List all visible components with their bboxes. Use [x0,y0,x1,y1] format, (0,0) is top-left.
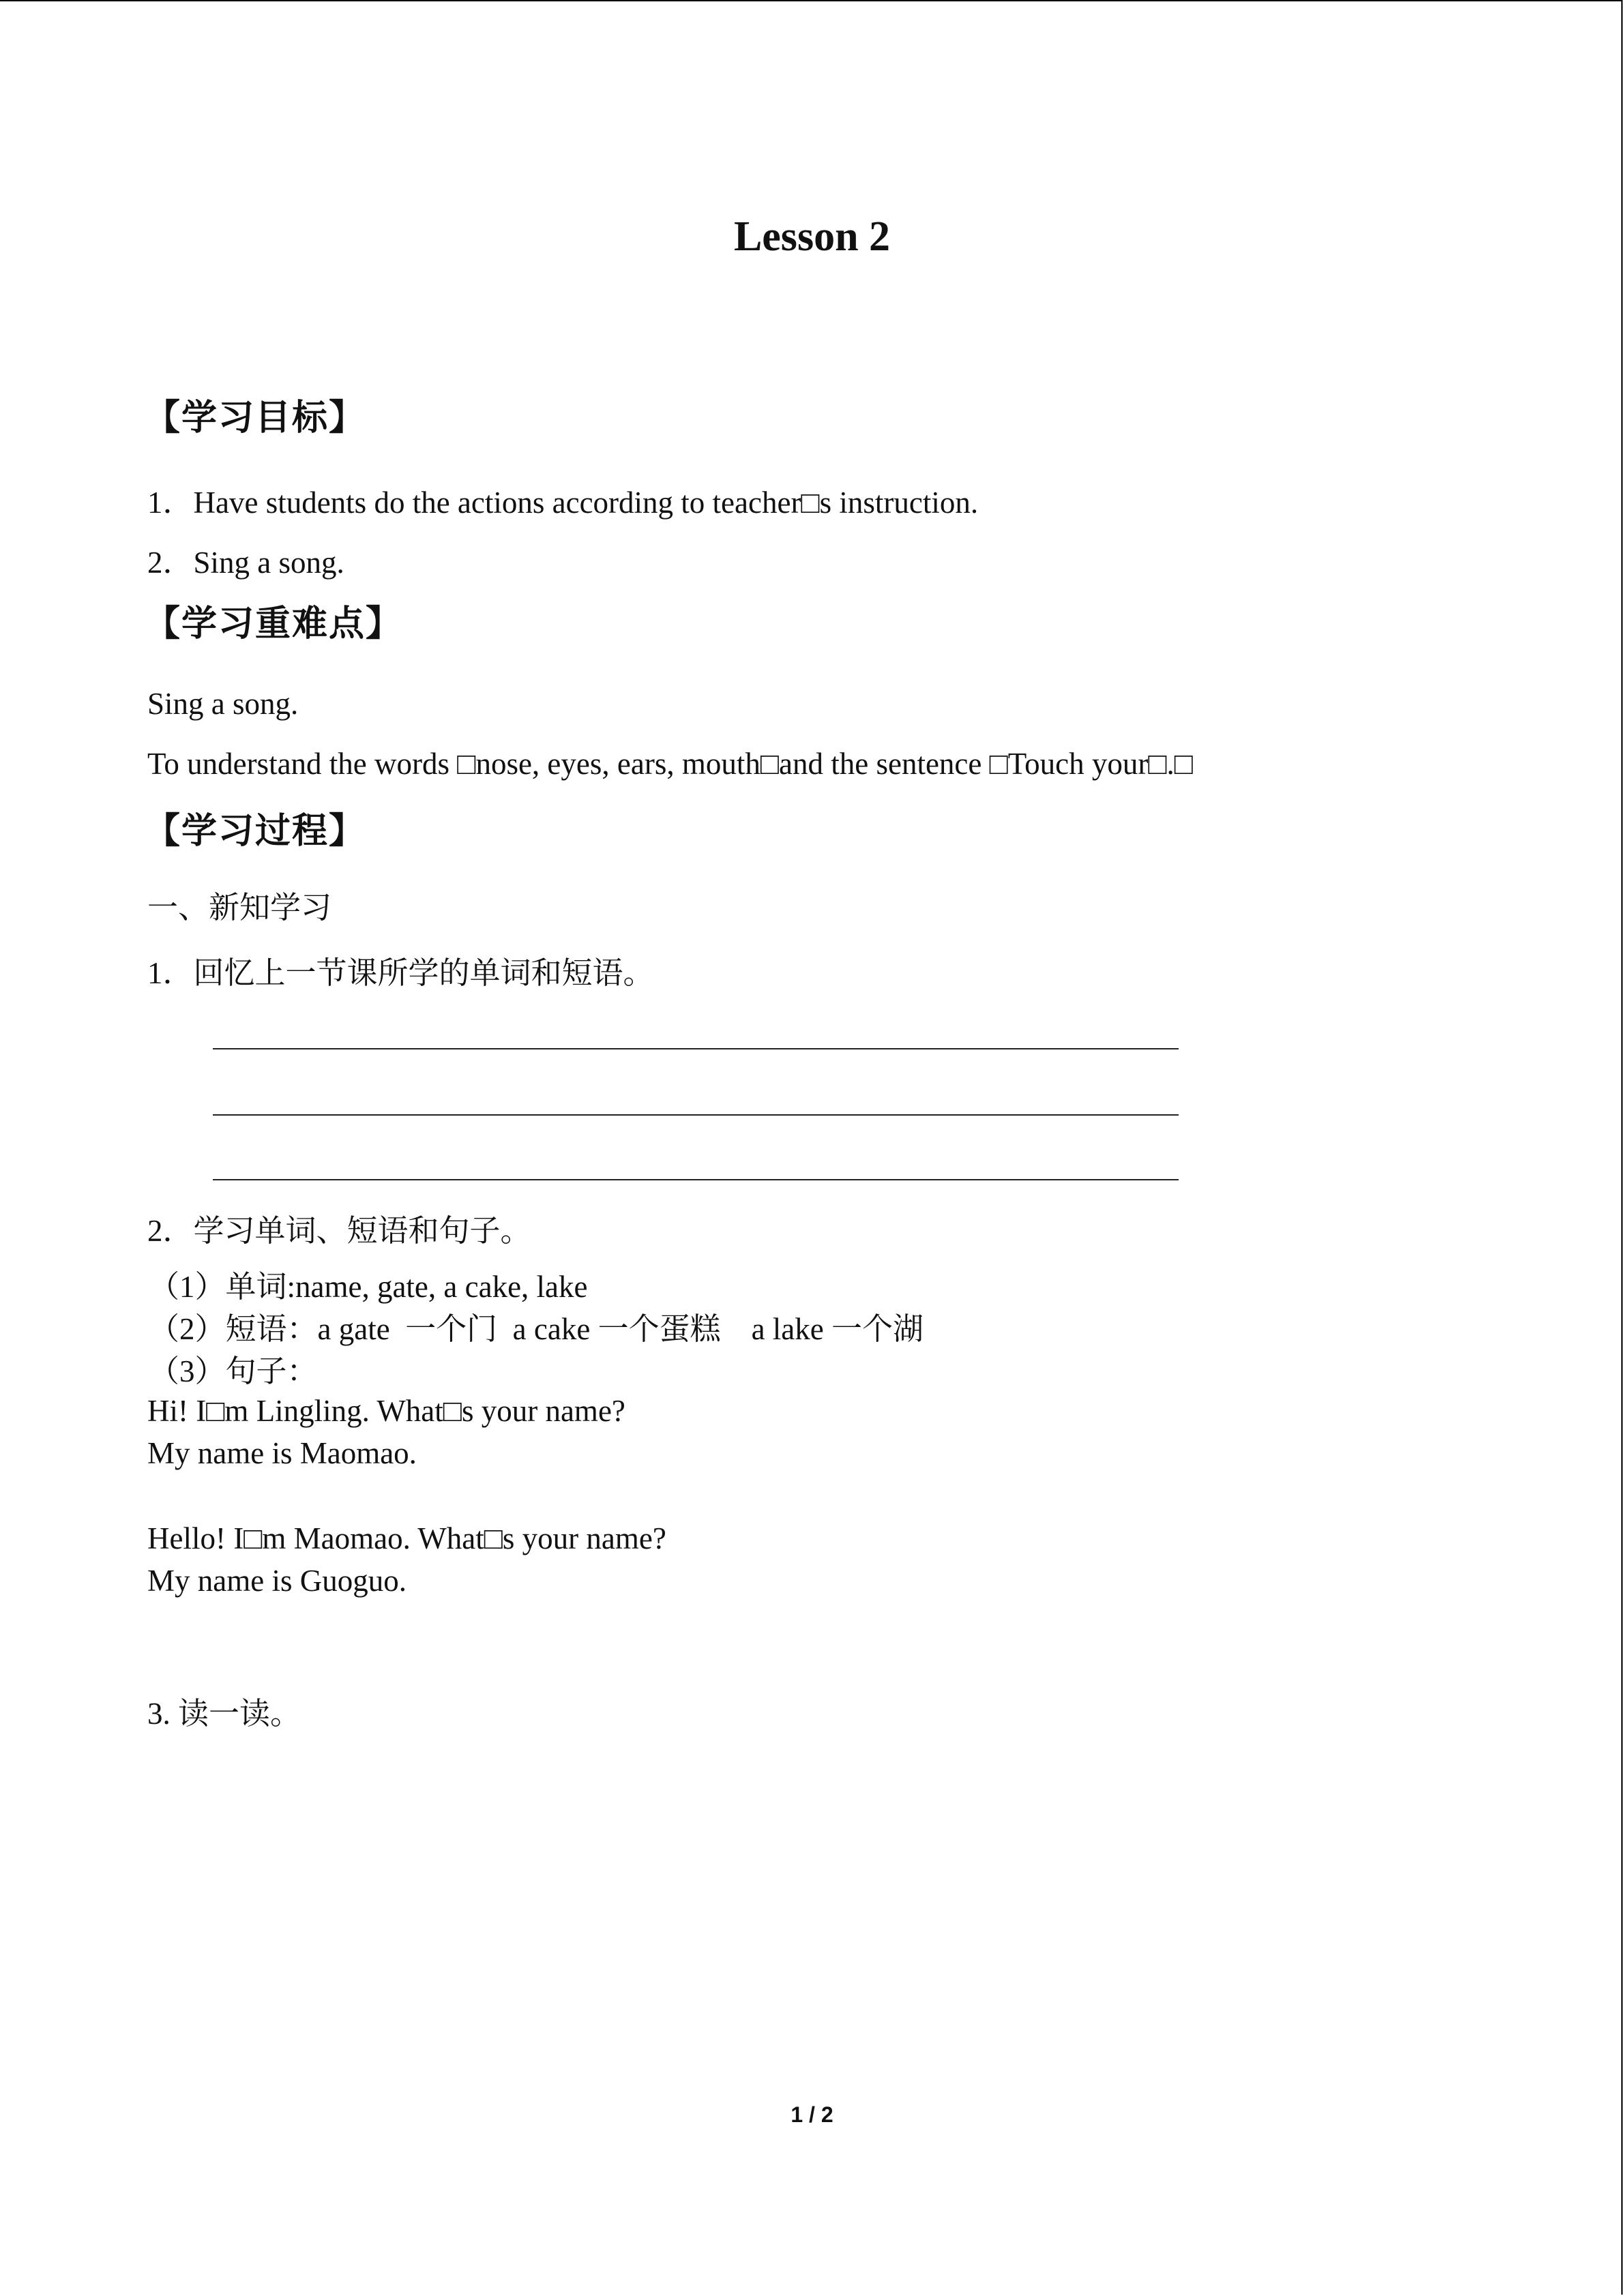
key-point-item-1: Sing a song. [147,687,299,721]
answer-line-3[interactable] [213,1179,1179,1180]
key-point-item-2: To understand the words □nose, eyes, ears, mouth□and the sentence □Touch your□.□ [147,747,1193,781]
words-line: （1）单词:name, gate, a cake, lake [149,1270,588,1304]
phrases-line: （2）短语：a gate 一个门 a cake 一个蛋糕 a lake 一个湖 [149,1312,924,1346]
sentences-label: （3）句子： [149,1354,318,1388]
answer-line-2[interactable] [213,1114,1179,1116]
part-one-label: 一、新知学习 [147,891,332,925]
dialogue-1-line-2: My name is Maomao. [147,1436,417,1470]
step-1-text: 1．回忆上一节课所学的单词和短语。 [147,956,654,990]
dialogue-1-line-1: Hi! I□m Lingling. What□s your name? [147,1394,625,1428]
dialogue-2-line-1: Hello! I□m Maomao. What□s your name? [147,1521,666,1555]
key-points-heading: 【学习重难点】 [145,603,403,644]
dialogue-2-line-2: My name is Guoguo. [147,1564,407,1598]
step-3-text: 3. 读一读。 [147,1697,301,1731]
step-2-text: 2．学习单词、短语和句子。 [147,1214,531,1248]
objective-item-2: 2．Sing a song. [147,546,344,580]
process-heading: 【学习过程】 [145,811,366,852]
objectives-heading: 【学习目标】 [145,398,366,438]
page-number: 1 / 2 [791,2102,833,2127]
page-title: Lesson 2 [733,213,891,260]
answer-line-1[interactable] [213,1048,1179,1049]
objective-item-1: 1．Have students do the actions according to teacher□s instruction. [147,486,979,520]
